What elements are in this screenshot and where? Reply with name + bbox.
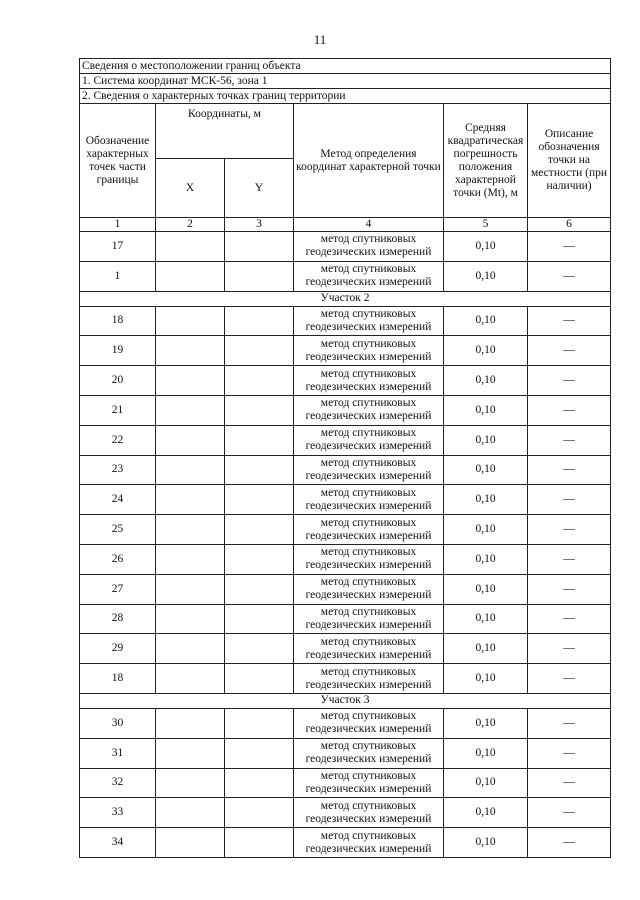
- point-id: 19: [80, 336, 156, 366]
- description-cell: —: [528, 261, 611, 291]
- coord-y-cell: [225, 708, 294, 738]
- method-cell: метод спутниковых геодезических измерений: [294, 798, 444, 828]
- coord-x-cell: [156, 366, 225, 396]
- table-row: [80, 574, 611, 604]
- section-row: [80, 693, 611, 708]
- description-cell: —: [528, 604, 611, 634]
- point-id: 30: [80, 708, 156, 738]
- point-id: 31: [80, 738, 156, 768]
- method-cell: метод спутниковых геодезических измерений: [294, 768, 444, 798]
- table-row: [80, 232, 611, 262]
- coord-x-cell: [156, 574, 225, 604]
- info-line-2: 1. Система координат МСК-56, зона 1: [80, 74, 611, 89]
- page-number: 11: [313, 32, 327, 47]
- header-point-designation: Обозначение характерных точек части границы: [80, 104, 156, 218]
- description-cell: —: [528, 544, 611, 574]
- precision-cell: 0,10: [444, 261, 528, 291]
- column-number: 6: [528, 218, 611, 232]
- header-error: Средняя квадратическая погрешность положения характерной точки (Mt), м: [444, 104, 528, 218]
- section-row: [80, 291, 611, 306]
- precision-cell: 0,10: [444, 798, 528, 828]
- coord-x-cell: [156, 306, 225, 336]
- coord-y-cell: [225, 634, 294, 664]
- coord-y-cell: [225, 828, 294, 858]
- header-method: Метод определения координат характерной точки: [294, 104, 444, 218]
- coord-x-cell: [156, 261, 225, 291]
- method-cell: метод спутниковых геодезических измерений: [294, 664, 444, 694]
- table-row: [80, 828, 611, 858]
- column-number: 5: [444, 218, 528, 232]
- precision-cell: 0,10: [444, 544, 528, 574]
- coord-y-cell: [225, 604, 294, 634]
- point-id: 33: [80, 798, 156, 828]
- point-id: 34: [80, 828, 156, 858]
- header-coordinates: Координаты, м: [156, 104, 294, 159]
- precision-cell: 0,10: [444, 604, 528, 634]
- table-row: [80, 798, 611, 828]
- point-id: 20: [80, 366, 156, 396]
- coord-x-cell: [156, 604, 225, 634]
- info-line-1: Сведения о местоположении границ объекта: [80, 59, 611, 74]
- precision-cell: 0,10: [444, 664, 528, 694]
- point-id: 29: [80, 634, 156, 664]
- description-cell: —: [528, 768, 611, 798]
- precision-cell: 0,10: [444, 395, 528, 425]
- point-id: 32: [80, 768, 156, 798]
- description-cell: —: [528, 232, 611, 262]
- header-description: Описание обозначения точки на местности (при наличии): [528, 104, 611, 218]
- point-id: 24: [80, 485, 156, 515]
- coord-x-cell: [156, 485, 225, 515]
- point-id: 28: [80, 604, 156, 634]
- method-cell: метод спутниковых геодезических измерений: [294, 366, 444, 396]
- description-cell: —: [528, 366, 611, 396]
- coord-y-cell: [225, 738, 294, 768]
- coord-y-cell: [225, 395, 294, 425]
- coord-x-cell: [156, 798, 225, 828]
- table-row: [80, 604, 611, 634]
- coord-y-cell: [225, 455, 294, 485]
- coord-y-cell: [225, 544, 294, 574]
- table-row: [80, 544, 611, 574]
- point-id: 25: [80, 515, 156, 545]
- coord-x-cell: [156, 664, 225, 694]
- precision-cell: 0,10: [444, 515, 528, 545]
- coord-x-cell: [156, 455, 225, 485]
- method-cell: метод спутниковых геодезических измерений: [294, 738, 444, 768]
- table-row: [80, 455, 611, 485]
- method-cell: метод спутниковых геодезических измерений: [294, 336, 444, 366]
- info-line-3: 2. Сведения о характерных точках границ территории: [80, 89, 611, 104]
- coord-x-cell: [156, 336, 225, 366]
- description-cell: —: [528, 515, 611, 545]
- coord-x-cell: [156, 425, 225, 455]
- coord-y-cell: [225, 574, 294, 604]
- column-number: 2: [156, 218, 225, 232]
- column-number: 1: [80, 218, 156, 232]
- method-cell: метод спутниковых геодезических измерений: [294, 395, 444, 425]
- table-row: [80, 708, 611, 738]
- method-cell: метод спутниковых геодезических измерений: [294, 544, 444, 574]
- precision-cell: 0,10: [444, 366, 528, 396]
- method-cell: метод спутниковых геодезических измерений: [294, 485, 444, 515]
- method-cell: метод спутниковых геодезических измерений: [294, 455, 444, 485]
- section-title: Участок 2: [80, 291, 611, 306]
- precision-cell: 0,10: [444, 574, 528, 604]
- table-row: [80, 664, 611, 694]
- point-id: 1: [80, 261, 156, 291]
- description-cell: —: [528, 485, 611, 515]
- point-id: 27: [80, 574, 156, 604]
- method-cell: метод спутниковых геодезических измерений: [294, 634, 444, 664]
- coord-x-cell: [156, 544, 225, 574]
- column-number: 3: [225, 218, 294, 232]
- precision-cell: 0,10: [444, 738, 528, 768]
- coord-y-cell: [225, 768, 294, 798]
- coord-y-cell: [225, 515, 294, 545]
- method-cell: метод спутниковых геодезических измерений: [294, 708, 444, 738]
- precision-cell: 0,10: [444, 485, 528, 515]
- table-row: [80, 261, 611, 291]
- method-cell: метод спутниковых геодезических измерений: [294, 261, 444, 291]
- method-cell: метод спутниковых геодезических измерений: [294, 604, 444, 634]
- description-cell: —: [528, 425, 611, 455]
- description-cell: —: [528, 336, 611, 366]
- coord-x-cell: [156, 634, 225, 664]
- coord-y-cell: [225, 232, 294, 262]
- point-id: 21: [80, 395, 156, 425]
- coord-x-cell: [156, 395, 225, 425]
- precision-cell: 0,10: [444, 425, 528, 455]
- point-id: 18: [80, 664, 156, 694]
- description-cell: —: [528, 738, 611, 768]
- section-title: Участок 3: [80, 693, 611, 708]
- precision-cell: 0,10: [444, 634, 528, 664]
- coord-x-cell: [156, 232, 225, 262]
- method-cell: метод спутниковых геодезических измерений: [294, 574, 444, 604]
- description-cell: —: [528, 634, 611, 664]
- coord-y-cell: [225, 336, 294, 366]
- coord-x-cell: [156, 768, 225, 798]
- method-cell: метод спутниковых геодезических измерений: [294, 828, 444, 858]
- method-cell: метод спутниковых геодезических измерений: [294, 425, 444, 455]
- precision-cell: 0,10: [444, 768, 528, 798]
- table-row: [80, 366, 611, 396]
- description-cell: —: [528, 664, 611, 694]
- coord-y-cell: [225, 664, 294, 694]
- coord-y-cell: [225, 366, 294, 396]
- coord-x-cell: [156, 828, 225, 858]
- description-cell: —: [528, 708, 611, 738]
- point-id: 18: [80, 306, 156, 336]
- precision-cell: 0,10: [444, 828, 528, 858]
- coord-x-cell: [156, 708, 225, 738]
- table-row: [80, 425, 611, 455]
- point-id: 26: [80, 544, 156, 574]
- point-id: 17: [80, 232, 156, 262]
- method-cell: метод спутниковых геодезических измерений: [294, 515, 444, 545]
- coord-y-cell: [225, 425, 294, 455]
- coord-x-cell: [156, 515, 225, 545]
- header-y: Y: [225, 159, 294, 218]
- coord-y-cell: [225, 261, 294, 291]
- table-row: [80, 738, 611, 768]
- coord-x-cell: [156, 738, 225, 768]
- header-x: X: [156, 159, 225, 218]
- description-cell: —: [528, 828, 611, 858]
- description-cell: —: [528, 574, 611, 604]
- table-row: [80, 634, 611, 664]
- coord-y-cell: [225, 485, 294, 515]
- column-number: 4: [294, 218, 444, 232]
- precision-cell: 0,10: [444, 336, 528, 366]
- description-cell: —: [528, 395, 611, 425]
- precision-cell: 0,10: [444, 232, 528, 262]
- table-row: [80, 395, 611, 425]
- coord-y-cell: [225, 798, 294, 828]
- point-id: 23: [80, 455, 156, 485]
- precision-cell: 0,10: [444, 708, 528, 738]
- table-row: [80, 768, 611, 798]
- description-cell: —: [528, 455, 611, 485]
- precision-cell: 0,10: [444, 306, 528, 336]
- boundary-points-table: [79, 58, 611, 858]
- table-row: [80, 515, 611, 545]
- table-row: [80, 485, 611, 515]
- point-id: 22: [80, 425, 156, 455]
- precision-cell: 0,10: [444, 455, 528, 485]
- description-cell: —: [528, 798, 611, 828]
- table-row: [80, 306, 611, 336]
- table-row: [80, 336, 611, 366]
- coord-y-cell: [225, 306, 294, 336]
- description-cell: —: [528, 306, 611, 336]
- method-cell: метод спутниковых геодезических измерений: [294, 306, 444, 336]
- method-cell: метод спутниковых геодезических измерений: [294, 232, 444, 262]
